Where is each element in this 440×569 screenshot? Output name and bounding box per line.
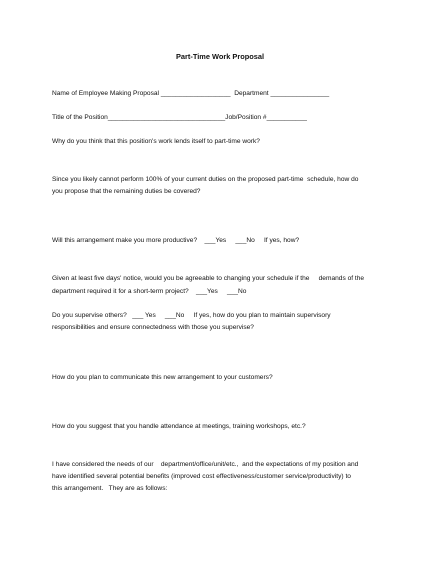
question-attendance: How do you suggest that you handle attendance at meetings, training workshops, etc.?	[52, 423, 306, 430]
employee-name-line: Name of Employee Making Proposal ___________________ Department ________________	[52, 90, 330, 97]
statement-benefits: I have considered the needs of our department/office/unit/etc., and the expectations of my position and	[52, 461, 359, 468]
question-schedule-change: Given at least five days' notice, would you be agreeable to changing your schedule if the demands of the	[52, 275, 365, 282]
statement-benefits-cont: have identified several potential benefits (improved cost effectiveness/customer service/productivity) to	[52, 473, 351, 480]
position-title-line: Title of the Position________________________________Job/Position #___________	[52, 114, 307, 121]
question-communicate: How do you plan to communicate this new arrangement to your customers?	[52, 374, 273, 381]
question-supervise-cont: responsibilities and ensure connectedness with those you supervise?	[52, 324, 254, 331]
question-why-part-time: Why do you think that this position's work lends itself to part-time work?	[52, 138, 260, 145]
question-productive: Will this arrangement make you more productive? ___Yes ___No If yes, how?	[52, 237, 300, 244]
page-title: Part-Time Work Proposal	[175, 52, 265, 61]
question-remaining-duties-cont: you propose that the remaining duties be covered?	[52, 188, 201, 195]
question-schedule-change-cont: department required it for a short-term project? ___Yes ___No	[52, 288, 247, 295]
question-remaining-duties: Since you likely cannot perform 100% of your current duties on the proposed part-time schedule, how do	[52, 176, 359, 183]
statement-benefits-end: this arrangement. They are as follows:	[52, 485, 168, 492]
question-supervise: Do you supervise others? ___ Yes ___No If yes, how do you plan to maintain supervisory	[52, 312, 331, 319]
